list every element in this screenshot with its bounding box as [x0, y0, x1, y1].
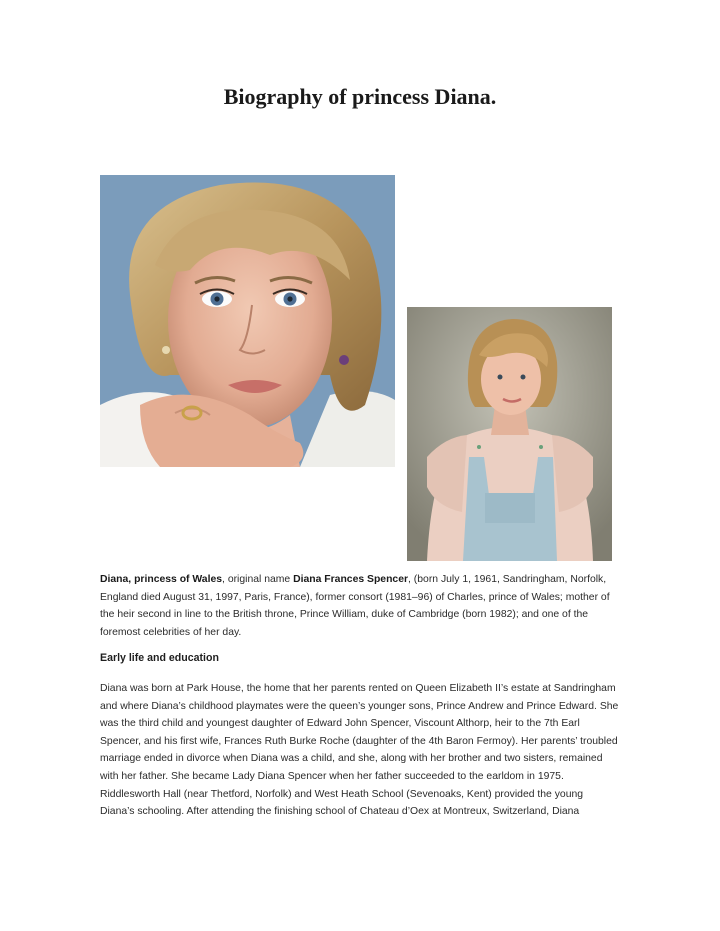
intro-text-1: , original name: [222, 574, 294, 585]
intro-paragraph: [100, 571, 620, 641]
section-heading: Early life and education: [100, 652, 219, 664]
portrait-closeup-image: [100, 175, 395, 467]
intro-lead-bold: Diana, princess of Wales: [100, 574, 223, 585]
intro-name-bold: Diana Frances Spencer: [293, 574, 409, 585]
portrait-photo-halfbody: [407, 307, 612, 561]
portrait-photo-closeup: [100, 175, 395, 467]
portrait-halfbody-image: [407, 307, 612, 561]
intro-text-2: , (born July 1, 1961, Sandringham, Norfolk, England died August 31, 1997, Paris, France), former consort (1981–96) of Charles, prince of Wales; mother of the heir second in line to the British throne, Prince William, duke of Cambridge (born 1982); and one of the foremost celebrities of her day.: [100, 574, 610, 638]
document-title: Biography of princess Diana.: [223, 84, 497, 109]
section-paragraph: Diana was born at Park House, the home that her parents rented on Queen Elizabeth II’s estate at Sandringham and where Diana’s childhood playmates were the queen’s younger sons, Prince Andrew and Prince Edward. She was the third child and youngest daughter of Edward John Spencer, Viscount Althorp, heir to the 7th Earl Spencer, and his first wife, Frances Ruth Burke Roche (daughter of the 4th Baron Fermoy). Her parents’ troubled marriage ended in divorce when Diana was a child, and she, along with her brother and two sisters, remained with her father. She became Lady Diana Spencer when her father succeeded to the earldom in 1975. Riddlesworth Hall (near Thetford, Norfolk) and West Heath School (Sevenoaks, Kent) provided the young Diana’s schooling. After attending the finishing school of Chateau d’Oex at Montreux, Switzerland, Diana: [100, 683, 619, 818]
